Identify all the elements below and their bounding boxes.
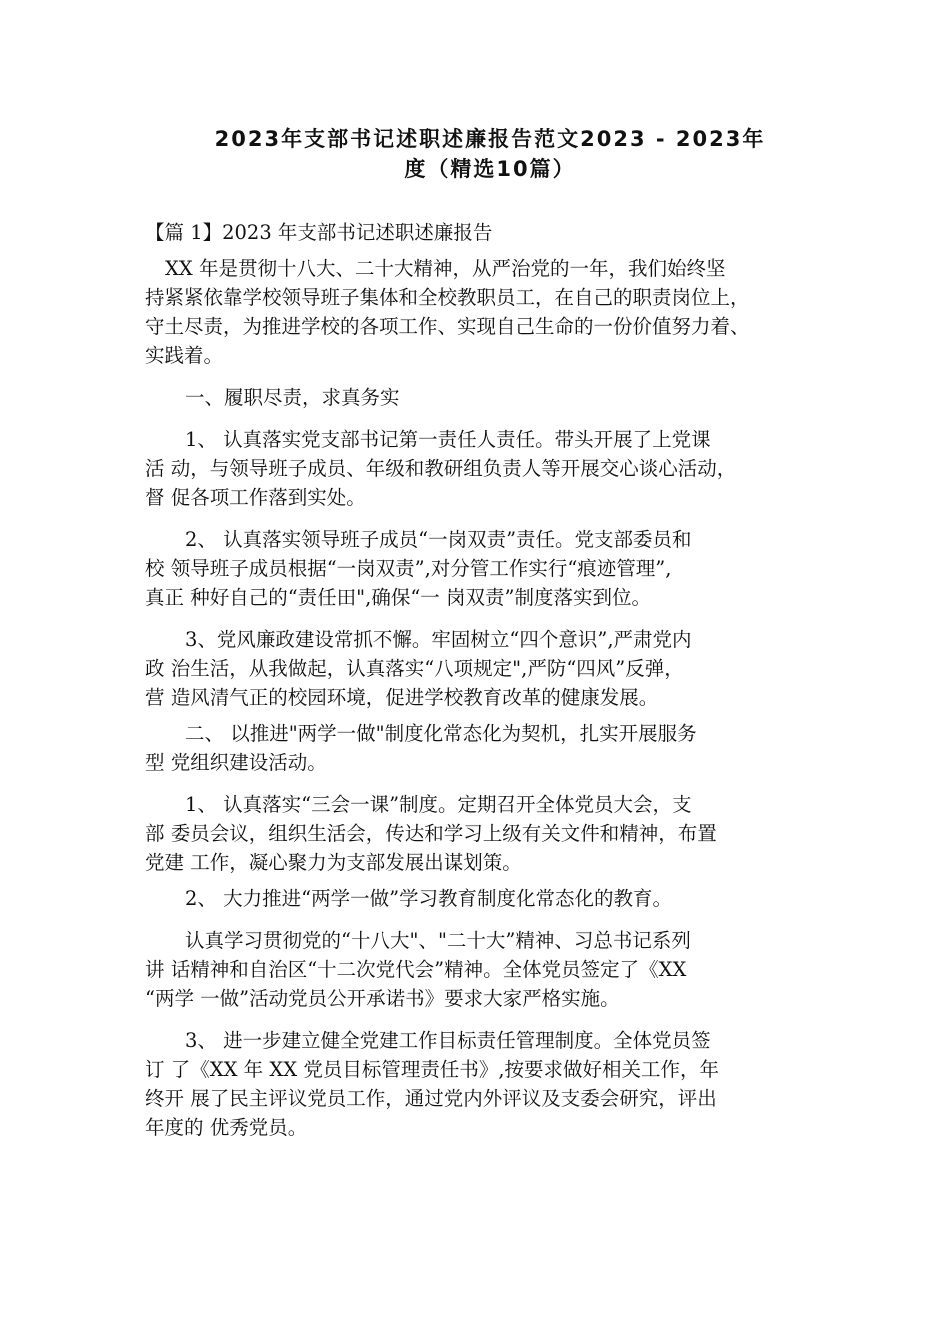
paragraph-line: 订 了《XX 年 XX 党员目标管理责任书》,按要求做好相关工作，年 — [145, 1058, 720, 1081]
paragraph-line: 认真学习贯彻党的“十八大"、"二十大”精神、习总书记系列 — [185, 929, 691, 952]
title-line-2: 度（精选10篇） — [404, 157, 576, 181]
document-title — [170, 124, 810, 184]
subheading-1: 一、履职尽责，求真务实 — [185, 386, 400, 409]
paragraph-line: 党建 工作，凝心聚力为支部发展出谋划策。 — [145, 851, 522, 874]
paragraph-line: 督 促各项工作落到实处。 — [145, 486, 366, 509]
paragraph-line: 2、 大力推进“两学一做”学习教育制度化常态化的教育。 — [185, 887, 673, 910]
subheading-2: 二、 以推进"两学一做"制度化常态化为契机，扎实开展服务 — [185, 722, 697, 745]
paragraph-line: 校 领导班子成员根据“一岗双责”,对分管工作实行“痕迹管理”, — [145, 557, 672, 580]
paragraph-line: 讲 话精神和自治区“十二次党代会”精神。全体党员签定了《XX — [145, 958, 687, 981]
paragraph-line: 年度的 优秀党员。 — [145, 1116, 308, 1139]
document-body — [145, 218, 820, 1142]
paragraph-line: “两学 一做”活动党员公开承诺书》要求大家严格实施。 — [145, 987, 620, 1010]
paragraph-line: 营 造风清气正的校园环境，促进学校教育改革的健康发展。 — [145, 686, 659, 709]
paragraph-line: 持紧紧依靠学校领导班子集体和全校教职员工，在自己的职责岗位上， — [145, 286, 750, 309]
paragraph-line: 实践着。 — [145, 344, 224, 367]
paragraph-line: 终开 展了民主评议党员工作，通过党内外评议及支委会研究，评出 — [145, 1087, 717, 1110]
paragraph-line: 真正 种好自己的“责任田",确保“一 岗双责”制度落实到位。 — [145, 586, 651, 609]
paragraph-line: 守土尽责，为推进学校的各项工作、实现自己生命的一份价值努力着、 — [145, 315, 750, 338]
paragraph-line: 型 党组织建设活动。 — [145, 751, 327, 774]
paragraph-line: XX 年是贯彻十八大、二十大精神，从严治党的一年，我们始终坚 — [165, 257, 726, 280]
paragraph-line: 活 动，与领导班子成员、年级和教研组负责人等开展交心谈心活动， — [145, 457, 737, 480]
paragraph-line: 部 委员会议，组织生活会，传达和学习上级有关文件和精神，布置 — [145, 822, 717, 845]
paragraph-line: 1、 认真落实“三会一课”制度。定期召开全体党员大会，支 — [185, 793, 692, 816]
paragraph-line: 政 治生活，从我做起，认真落实“八项规定",严防“四风”反弹， — [145, 657, 684, 680]
paragraph-line: 3、 进一步建立健全党建工作目标责任管理制度。全体党员签 — [185, 1029, 711, 1052]
title-line-1: 2023年支部书记述职述廉报告范文2023 - 2023年 — [214, 127, 766, 151]
paragraph-line: 3、党风廉政建设常抓不懈。牢固树立“四个意识”,严肃党内 — [185, 628, 692, 651]
paragraph-line: 1、 认真落实党支部书记第一责任人责任。带头开展了上党课 — [185, 428, 711, 451]
section-heading: 【篇 1】2023 年支部书记述职述廉报告 — [145, 221, 493, 244]
paragraph-line: 2、 认真落实领导班子成员“一岗双责”责任。党支部委员和 — [185, 528, 692, 551]
